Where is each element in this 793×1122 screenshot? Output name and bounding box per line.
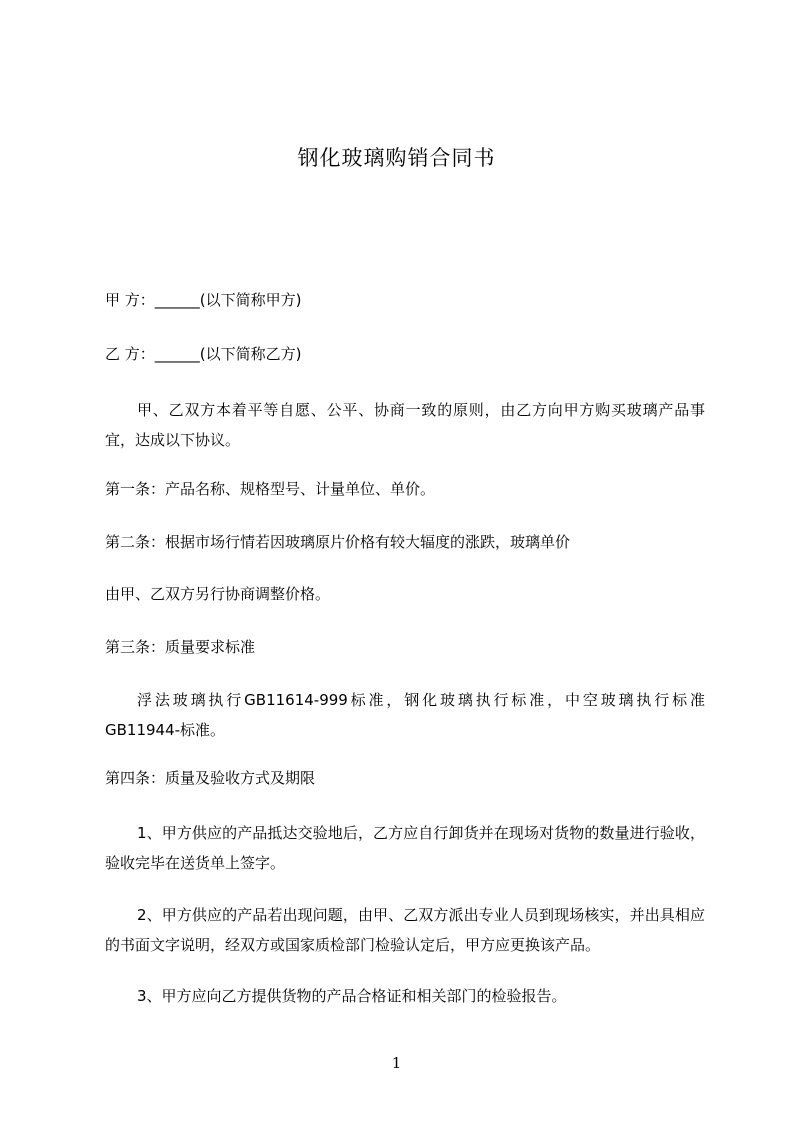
article-1: 第一条：产品名称、规格型号、计量单位、单价。 bbox=[105, 480, 436, 498]
document-title: 钢化玻璃购销合同书 bbox=[297, 146, 496, 170]
article-3-heading: 第三条：质量要求标准 bbox=[105, 638, 256, 656]
article-4-item-2: 2、甲方供应的产品若出现问题，由甲、乙双方派出专业人员到现场核实，并出具相应的书面文字说明，经双方或国家质检部门检验认定后，甲方应更换该产品。 bbox=[105, 906, 705, 954]
article-3-body: 浮法玻璃执行GB11614-999标准，钢化玻璃执行标准，中空玻璃执行标准GB11944-标准。 bbox=[105, 691, 705, 739]
preamble-paragraph: 甲、乙双方本着平等自愿、公平、协商一致的原则，由乙方向甲方购买玻璃产品事宜，达成以下协议。 bbox=[105, 401, 705, 449]
page-number: 1 bbox=[391, 1054, 402, 1072]
article-4-item-1: 1、甲方供应的产品抵达交验地后，乙方应自行卸货并在现场对货物的数量进行验收，验收完毕在送货单上签字。 bbox=[105, 824, 705, 872]
article-4-item-3: 3、甲方应向乙方提供货物的产品合格证和相关部门的检验报告。 bbox=[137, 987, 567, 1005]
article-4-heading: 第四条：质量及验收方式及期限 bbox=[105, 769, 316, 787]
party-a-line: 甲 方：______(以下简称甲方) bbox=[105, 291, 302, 309]
article-2-line-1: 第二条：根据市场行情若因玻璃原片价格有较大辐度的涨跌，玻璃单价 bbox=[105, 533, 571, 551]
article-2-line-2: 由甲、乙双方另行协商调整价格。 bbox=[105, 585, 331, 603]
party-b-line: 乙 方：______(以下简称乙方) bbox=[105, 345, 302, 363]
